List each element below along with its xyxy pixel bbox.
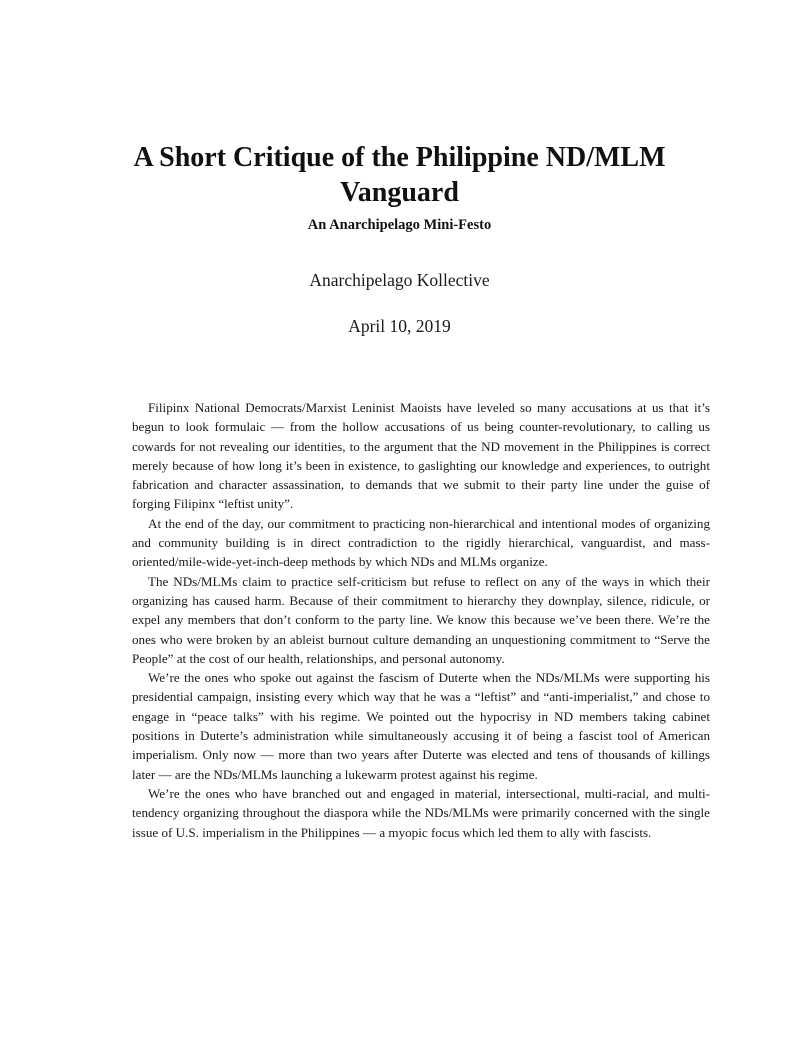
paragraph: We’re the ones who have branched out and engaged in material, intersectional, multi-racial, and multi-tendency organizing throughout the diaspora while the NDs/MLMs were primarily concerned with the single issue of U.S. imperialism in the Philippines — a myopic focus which led them to ally with fascists. <box>132 785 710 840</box>
document-title: A Short Critique of the Philippine ND/MLM Vanguard <box>133 142 666 208</box>
document-author: Anarchipelago Kollective <box>309 270 490 290</box>
paragraph: Filipinx National Democrats/Marxist Leninist Maoists have leveled so many accusations at us that it’s begun to look formulaic — from the hollow accusations of us being counter-revolutionary, to calling us cowards for not revealing our identities, to the argument that the ND movement in the Philippines is correct merely because of how long it’s been in existence, to gaslighting our knowledge and experiences, to outright fabrication and character assassination, to demands that we submit to their party line under the guise of forging Filipinx “leftist unity”. <box>132 400 710 512</box>
document-body <box>132 398 710 842</box>
paragraph: At the end of the day, our commitment to practicing non-hierarchical and intentional modes of organizing and community building is in direct contradiction to the rigidly hierarchical, vanguardist, and mass-oriented/mile-wide-yet-inch-deep methods by which NDs and MLMs organize. <box>132 515 710 570</box>
paragraph: The NDs/MLMs claim to practice self-criticism but refuse to reflect on any of the ways in which their organizing has caused harm. Because of their commitment to hierarchy they downplay, silence, ridicule, or expel any members that don’t conform to the party line. We know this because we’ve been there. We’re the ones who were broken by an ableist burnout culture demanding an unquestioning commitment to “Serve the People” at the cost of our health, relationships, and personal autonomy. <box>132 573 710 666</box>
paragraph: We’re the ones who spoke out against the fascism of Duterte when the NDs/MLMs were supporting his presidential campaign, insisting every which way that he was a “leftist” and “anti-imperialist,” and chose to engage in “peace talks” with his regime. We pointed out the hypocrisy in ND members taking cabinet positions in Duterte’s administration while simultaneously accusing it of being a fascist tool of American imperialism. Only now — more than two years after Duterte was elected and tens of thousands of killings later — are the NDs/MLMs launching a lukewarm protest against his regime. <box>132 670 710 782</box>
document-date: April 10, 2019 <box>348 316 451 336</box>
document-subtitle: An Anarchipelago Mini-Festo <box>307 217 492 233</box>
